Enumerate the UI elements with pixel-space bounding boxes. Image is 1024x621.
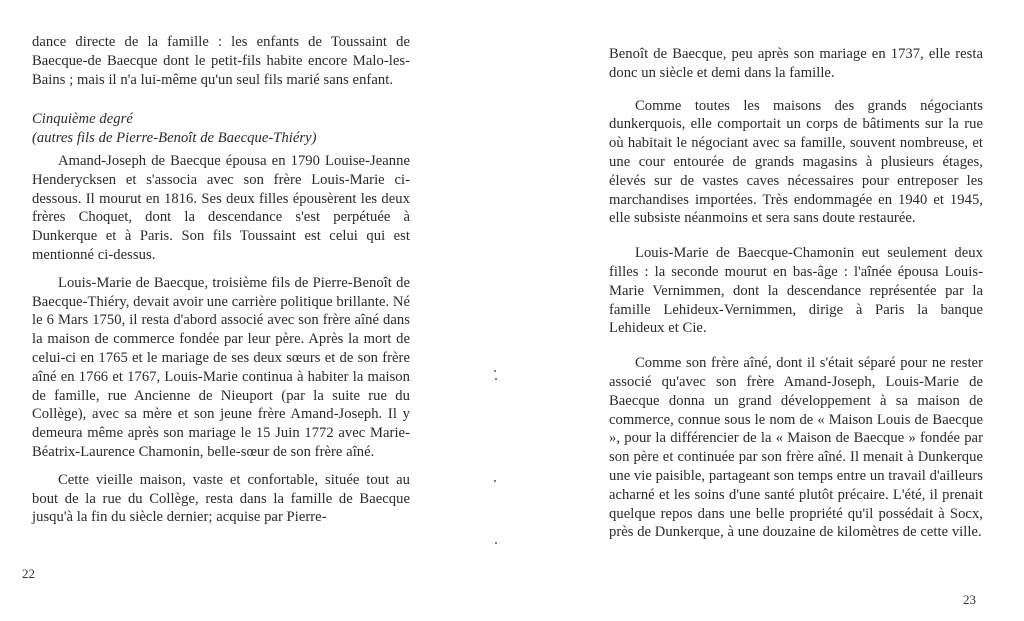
page-number-left: 22	[22, 566, 35, 581]
left-page-text	[32, 33, 410, 527]
right-page-text	[609, 45, 983, 542]
right-paragraph-maison-commerce: Comme son frère aîné, dont il s'était séparé pour ne rester associé qu'avec son frère Amand-Joseph, Louis-Marie de Baecque donna un grand développement à sa maison de commerce, connue sous le nom de « Maison Louis de Baecque », pour la différencier de la « Maison de Baecque » fondée par son père et continuée par son frère aîné. Il menait à Dunkerque une vie paisible, partageant son temps entre un travail d'ailleurs acharné et les soins d'une santé plutôt précaire. L'été, il prenait quelque repos dans une belle propriété qu'il possédait à Socx, près de Dunkerque, à une douzaine de kilomètres de cette ville.	[609, 355, 983, 541]
right-paragraph-chamonin: Louis-Marie de Baecque-Chamonin eut seulement deux filles : la seconde mourut en bas-âge : l'aînée épousa Louis-Marie Vernimmen, dont la descendance représentée par la famille Lehideux-Vernimmen, dirige à Paris la banque Lehideux et Cie.	[609, 245, 983, 337]
left-continuation-paragraph: dance directe de la famille : les enfants de Toussaint de Baecque-de Baecque dont le petit-fils habite encore Malo-les-Bains ; mais il n'a lui-même qu'un seul fils marié sans enfant.	[32, 34, 410, 88]
right-continuation-paragraph: Benoît de Baecque, peu après son mariage en 1737, elle resta donc un siècle et demi dans la famille.	[609, 46, 983, 81]
left-paragraph-vieille-maison: Cette vieille maison, vaste et confortable, située tout au bout de la rue du Collège, resta dans la famille de Baecque jusqu'à la fin du siècle dernier; acquise par Pierre-	[32, 471, 410, 526]
book-gutter	[494, 360, 498, 560]
section-subheading: (autres fils de Pierre-Benoît de Baecque-Thiéry)	[32, 130, 317, 147]
right-page	[512, 0, 1024, 621]
left-paragraph-amand-joseph: Amand-Joseph de Baecque épousa en 1790 Louise-Jeanne Henderycksen et s'associa avec son frère Louis-Marie ci-dessous. Il mourut en 1816. Ses deux filles épousèrent les deux frères Choquet, dont la descendance s'est perpétuée à Dunkerque et à Paris. Son fils Toussaint est celui qui est mentionné ci-dessus.	[32, 152, 410, 263]
right-paragraph-maisons-negociants: Comme toutes les maisons des grands négociants dunkerquois, elle comportait un corps de bâtiments sur la rue où habitait le négociant avec sa famille, souvent nombreuse, et une cour entourée de grands magasins à plusieurs étages, élevés sur de vastes caves nécessaires pour entreposer les marchandises importées. Très endommagée en 1940 et 1945, elle subsiste néanmoins et sera sans doute restaurée.	[609, 97, 983, 227]
section-heading-degree: Cinquième degré	[32, 111, 133, 128]
left-paragraph-louis-marie: Louis-Marie de Baecque, troisième fils de Pierre-Benoît de Baecque-Thiéry, devait avoir une carrière politique brillante. Né le 6 Mars 1750, il resta d'abord associé avec son frère aîné dans la maison de commerce fondée par leur père. Après la mort de celui-ci en 1765 et le mariage de ses deux sœurs et de son frère aîné en 1766 et 1767, Louis-Marie continua à habiter la maison de famille, rue Ancienne de Nieuport (par la suite rue du Collège), avec sa mère et son jeune frère Amand-Joseph. Il y demeura même après son mariage le 15 Juin 1772 avec Marie-Béatrix-Laurence Chamonin, belle-sœur de son frère aîné.	[32, 274, 410, 460]
page-number-right: 23	[963, 592, 976, 607]
